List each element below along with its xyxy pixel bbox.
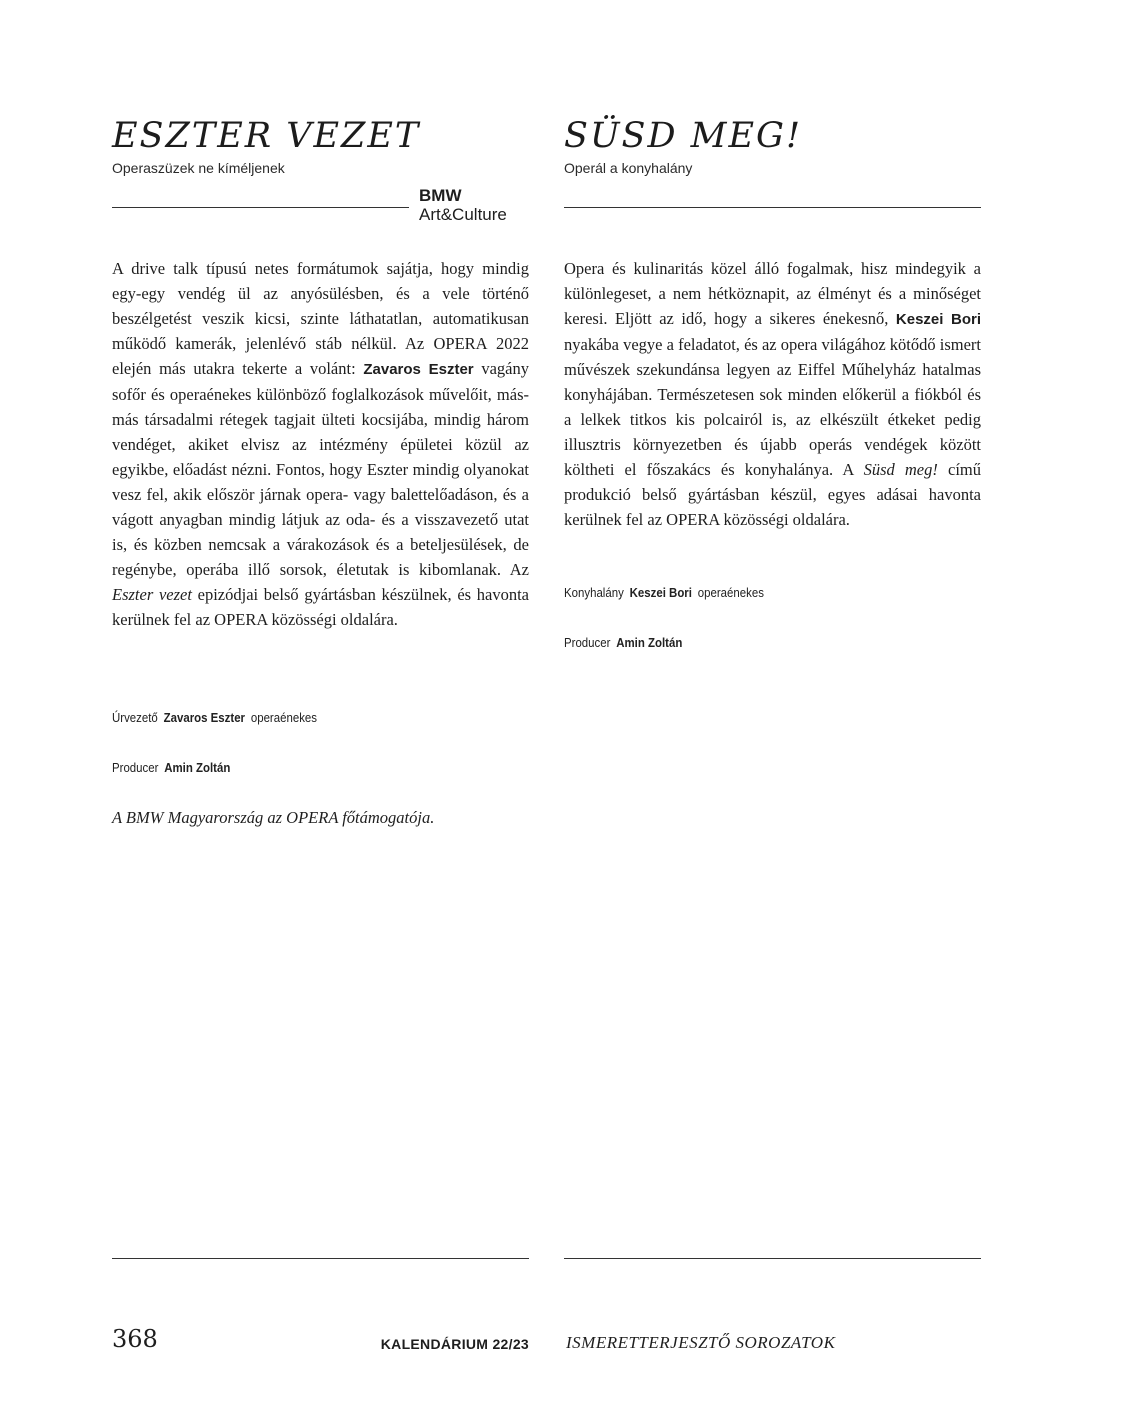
credit-suffix: operaénekes bbox=[697, 585, 764, 600]
body-bold-name: Zavaros Eszter bbox=[363, 361, 474, 378]
credit-role: Úrvezető bbox=[112, 710, 158, 725]
left-subtitle: Operaszüzek ne kíméljenek bbox=[112, 160, 285, 176]
left-body-text bbox=[112, 256, 529, 632]
credit-line bbox=[112, 710, 317, 725]
body-run: A drive talk típusú netes formátumok sajátja, hogy mindig egy-egy vendég ül az anyósülésben, és a vele történő beszélgetést veszik kicsi, szinte láthatatlan, automatikusan működő kamerák, jelenlévő stáb nélkül. Az OPERA 2022 elején más utakra tekerte a volánt: bbox=[112, 259, 529, 378]
sponsor-note: A BMW Magyarország az OPERA főtámogatója. bbox=[112, 808, 435, 827]
body-run: vagány sofőr és operaénekes különböző foglalkozások művelőit, más-más társadalmi rétegek tagjait ülteti kocsijába, mindig három vendéget, akiket elvisz az intézmény épületei közül az egyikbe, előadást nézni. Fontos, hogy Eszter mindig olyanokat vesz fel, akik először járnak opera- vagy balettelőadáson, és a vágott anyagban mindig látjuk az oda- és a visszavezető utat is, és közben nemcsak a várakozások és a beteljesülések, de regénybe, operába illő sorsok, életutak is kibomlanak. Az bbox=[112, 359, 529, 579]
publication-name: KALENDÁRIUM 22/23 bbox=[380, 1336, 529, 1352]
right-header-rule bbox=[564, 207, 981, 208]
right-subtitle: Operál a konyhalány bbox=[564, 160, 693, 176]
credit-line bbox=[564, 585, 764, 600]
credit-role: Producer bbox=[112, 760, 159, 775]
credit-suffix: operaénekes bbox=[250, 710, 317, 725]
credit-line bbox=[564, 635, 685, 650]
left-header-rule bbox=[112, 207, 409, 208]
sponsor-brand: BMW bbox=[419, 186, 462, 205]
sponsor-sub: Art&Culture bbox=[419, 205, 507, 224]
credit-name: Keszei Bori bbox=[629, 585, 692, 600]
credit-name: Amin Zoltán bbox=[164, 760, 231, 775]
body-italic-title: Süsd meg! bbox=[863, 460, 938, 479]
page-number: 368 bbox=[112, 1325, 158, 1353]
body-bold-name: Keszei Bori bbox=[895, 311, 981, 328]
section-name: ISMERETTERJESZTŐ SOROZATOK bbox=[566, 1333, 836, 1352]
bmw-art-culture-logo bbox=[419, 186, 529, 224]
body-run: epizódjai belső gyártásban készülnek, és havonta kerülnek fel az OPERA közösségi oldalára. bbox=[112, 585, 529, 629]
credit-name: Zavaros Eszter bbox=[163, 710, 246, 725]
left-title: ESZTER VEZET bbox=[112, 116, 421, 156]
credit-line bbox=[112, 760, 233, 775]
right-footer-rule bbox=[564, 1258, 981, 1259]
credit-role: Producer bbox=[564, 635, 611, 650]
credit-name: Amin Zoltán bbox=[616, 635, 683, 650]
credit-role: Konyhalány bbox=[564, 585, 624, 600]
body-run: című produkció belső gyártásban készül, egyes adásai havonta kerülnek fel az OPERA közösségi oldalára. bbox=[564, 460, 981, 529]
left-footer-rule bbox=[112, 1258, 529, 1259]
right-title: SÜSD MEG! bbox=[564, 116, 803, 156]
body-run: Opera és kulinaritás közel álló fogalmak, hisz mindegyik a különlegeset, a nem hétköznapit, az élményt és a minőséget keresi. Eljött az idő, hogy a sikeres énekesnő, bbox=[564, 259, 981, 328]
body-italic-title: Eszter vezet bbox=[112, 585, 192, 604]
body-run: nyakába vegye a feladatot, és az opera világához kötődő ismert művészek szekundánsa legyen az Eiffel Műhelyház hatalmas konyhájában. Természetesen sok minden előkerül a fiókból és a lelkek titkos kis polcairól is, az elkészült étkeket pedig illusztris környezetben és újabb operás vendégek között költheti el főszakács és konyhalánya. A bbox=[564, 335, 981, 479]
right-body-text bbox=[564, 256, 981, 532]
